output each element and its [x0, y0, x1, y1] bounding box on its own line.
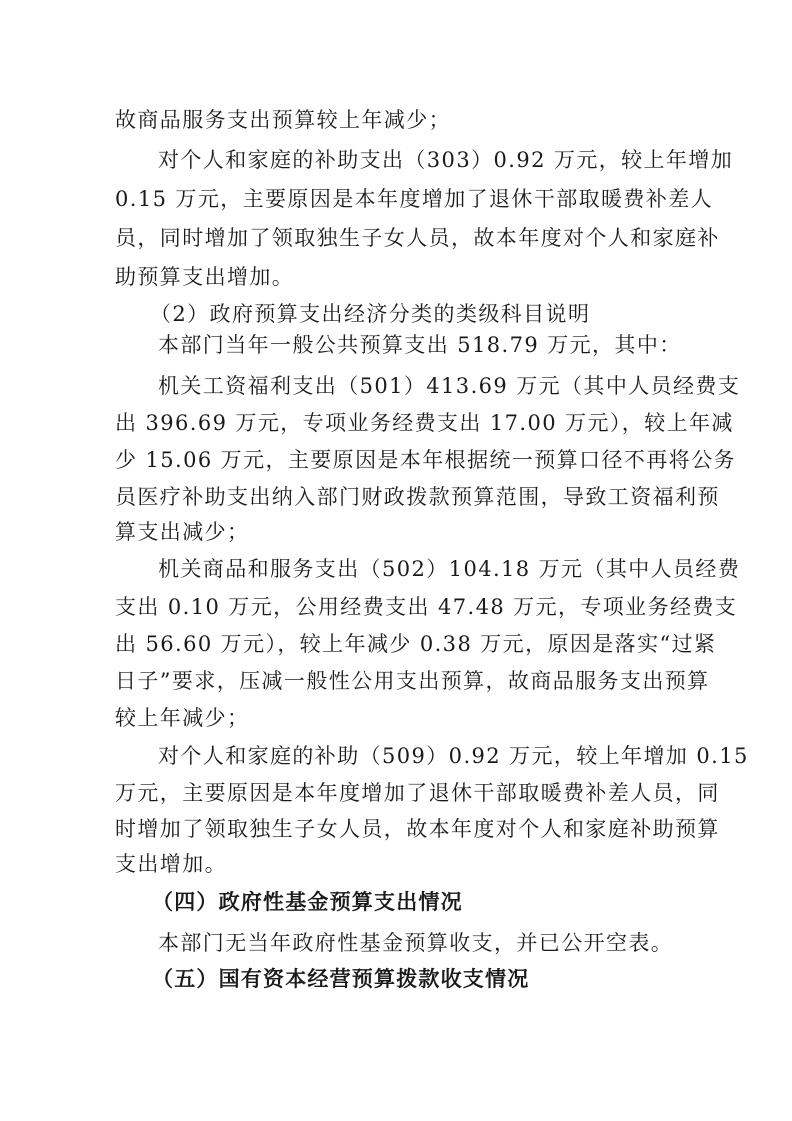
- paragraph-line: 机关工资福利支出（501）413.69 万元（其中人员经费支: [158, 374, 741, 398]
- paragraph-line: 支出增加。: [115, 852, 227, 876]
- section-heading: （五）国有资本经营预算拨款收支情况: [152, 967, 530, 991]
- paragraph-line: 出 56.60 万元），较上年减少 0.38 万元，原因是落实“过紧: [115, 632, 717, 656]
- paragraph-line: 对个人和家庭的补助支出（303）0.92 万元，较上年增加: [158, 148, 734, 172]
- paragraph-line: 支出 0.10 万元，公用经费支出 47.48 万元，专项业务经费支: [115, 595, 738, 619]
- paragraph-line: 本部门无当年政府性基金预算收支，并已公开空表。: [158, 931, 674, 955]
- paragraph-line: 少 15.06 万元，主要原因是本年根据统一预算口径不再将公务: [115, 448, 736, 472]
- paragraph-line: 0.15 万元，主要原因是本年度增加了退休干部取暖费补差人: [115, 187, 714, 211]
- paragraph-line: 员医疗补助支出纳入部门财政拨款预算范围，导致工资福利预: [115, 485, 720, 509]
- section-heading: （四）政府性基金预算支出情况: [152, 890, 463, 914]
- paragraph-line: 算支出减少；: [115, 520, 250, 544]
- paragraph-line: 故商品服务支出预算较上年减少；: [115, 108, 451, 132]
- subsection-heading: （2）政府预算支出经济分类的类级科目说明: [150, 302, 591, 326]
- paragraph-line: 本部门当年一般公共预算支出 518.79 万元，其中：: [158, 333, 682, 357]
- paragraph-line: 出 396.69 万元，专项业务经费支出 17.00 万元），较上年减: [115, 411, 734, 435]
- paragraph-line: 对个人和家庭的补助（509）0.92 万元，较上年增加 0.15: [158, 744, 749, 768]
- paragraph-line: 助预算支出增加。: [115, 265, 295, 289]
- paragraph-line: 时增加了领取独生子女人员，故本年度对个人和家庭补助预算: [115, 817, 720, 841]
- paragraph-line: 机关商品和服务支出（502）104.18 万元（其中人员经费: [158, 557, 741, 581]
- paragraph-line: 日子”要求，压减一般性公用支出预算，故商品服务支出预算: [115, 669, 710, 693]
- paragraph-line: 较上年减少；: [115, 706, 250, 730]
- paragraph-line: 万元，主要原因是本年度增加了退休干部取暖费补差人员，同: [115, 781, 720, 805]
- paragraph-line: 员，同时增加了领取独生子女人员，故本年度对个人和家庭补: [115, 226, 720, 250]
